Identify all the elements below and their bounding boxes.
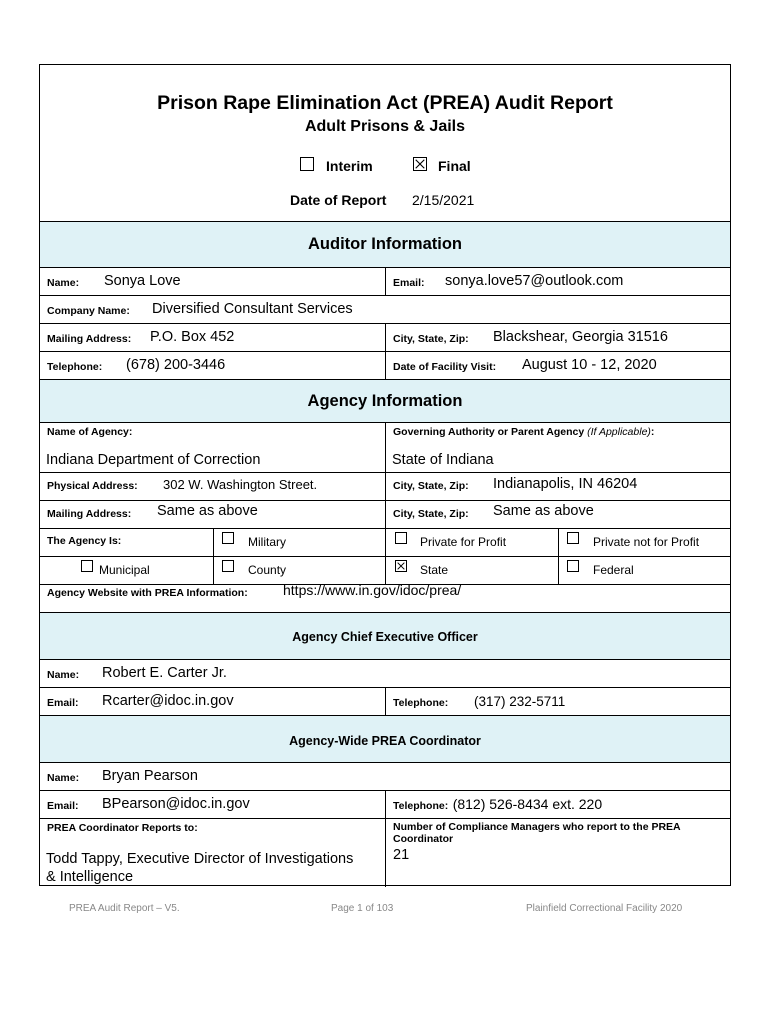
agency-name-label: Name of Agency: [47, 426, 133, 438]
company-name-label: Company Name: [47, 305, 130, 317]
check-x-icon [396, 561, 406, 571]
interim-checkbox[interactable] [300, 157, 314, 171]
agency-name: Indiana Department of Correction [46, 452, 261, 468]
date-of-report-label: Date of Report [290, 192, 387, 208]
ceo-email: Rcarter@idoc.in.gov [102, 693, 234, 709]
coordinator-section-title: Agency-Wide PREA Coordinator [289, 734, 481, 748]
coordinator-email: BPearson@idoc.in.gov [102, 796, 250, 812]
agency-city-state-zip: Indianapolis, IN 46204 [493, 476, 638, 492]
private-not-for-profit-label: Private not for Profit [593, 535, 700, 549]
auditor-section-title: Auditor Information [308, 235, 462, 253]
municipal-checkbox[interactable] [81, 560, 93, 572]
auditor-csz-label: City, State, Zip: [393, 333, 469, 345]
facility-visit-label: Date of Facility Visit: [393, 361, 497, 373]
private-for-profit-label: Private for Profit [420, 535, 507, 549]
auditor-name-label: Name: [47, 277, 80, 289]
federal-checkbox[interactable] [567, 560, 579, 572]
agency-mailing-address: Same as above [157, 503, 258, 519]
auditor-name: Sonya Love [104, 273, 181, 289]
reports-to-label: PREA Coordinator Reports to: [47, 822, 198, 834]
private-for-profit-checkbox[interactable] [395, 532, 407, 544]
reports-to-line-2: & Intelligence [46, 869, 134, 885]
agency-section-title: Agency Information [307, 392, 463, 410]
interim-label: Interim [326, 158, 373, 174]
agency-is-label: The Agency Is: [47, 535, 122, 547]
reports-to-line-1: Todd Tappy, Executive Director of Investigations [46, 851, 354, 867]
coordinator-phone-field [393, 796, 602, 814]
compliance-managers-label-cont: Coordinator [393, 833, 454, 845]
company-name: Diversified Consultant Services [152, 301, 353, 317]
ceo-email-label: Email: [47, 697, 79, 709]
physical-address: 302 W. Washington Street. [163, 477, 318, 492]
check-x-icon [414, 158, 426, 170]
ceo-phone: (317) 232-5711 [474, 694, 566, 709]
coordinator-name: Bryan Pearson [102, 768, 198, 784]
auditor-phone-label: Telephone: [47, 361, 103, 373]
report-subtitle: Adult Prisons & Jails [304, 118, 466, 135]
agency-website[interactable]: https://www.in.gov/idoc/prea/ [283, 582, 462, 598]
ceo-section-title: Agency Chief Executive Officer [292, 630, 478, 644]
footer-facility: Plainfield Correctional Facility 2020 [526, 903, 683, 914]
auditor-mailing-address: P.O. Box 452 [150, 329, 235, 345]
audit-report-form [39, 64, 731, 886]
footer-version: PREA Audit Report – V5. [69, 903, 180, 914]
auditor-city-state-zip: Blackshear, Georgia 31516 [493, 329, 668, 345]
federal-label: Federal [593, 563, 634, 577]
agency-mailing-label: Mailing Address: [47, 508, 132, 520]
facility-visit-date: August 10 - 12, 2020 [522, 357, 657, 373]
agency-mailing-city-state-zip: Same as above [493, 503, 594, 519]
date-of-report-value: 2/15/2021 [412, 192, 475, 208]
ceo-phone-label: Telephone: [393, 697, 449, 709]
coordinator-phone-label: Telephone: [393, 800, 449, 812]
auditor-mailing-label: Mailing Address: [47, 333, 132, 345]
report-title: Prison Rape Elimination Act (PREA) Audit Report [157, 92, 613, 114]
ceo-name-label: Name: [47, 669, 80, 681]
county-label: County [248, 563, 287, 577]
agency-csz-label: City, State, Zip: [393, 480, 469, 492]
auditor-email: sonya.love57@outlook.com [445, 273, 624, 289]
coordinator-name-label: Name: [47, 772, 80, 784]
auditor-email-label: Email: [393, 277, 425, 289]
coordinator-phone: (812) 526-8434 ext. 220 [452, 796, 603, 812]
ceo-name: Robert E. Carter Jr. [102, 665, 227, 681]
compliance-managers-count: 21 [393, 847, 410, 863]
compliance-managers-label: Number of Compliance Managers who report to the PREA [393, 821, 681, 833]
final-checkbox[interactable] [413, 157, 427, 171]
military-checkbox[interactable] [222, 532, 234, 544]
final-label: Final [438, 158, 471, 174]
physical-address-label: Physical Address: [47, 480, 138, 492]
military-label: Military [248, 535, 286, 549]
auditor-phone: (678) 200-3446 [126, 357, 226, 373]
county-checkbox[interactable] [222, 560, 234, 572]
state-label: State [420, 563, 449, 577]
footer-page-number: Page 1 of 103 [331, 903, 394, 914]
governing-authority-label: Governing Authority or Parent Agency (If Applicable): [393, 426, 655, 438]
agency-website-label: Agency Website with PREA Information: [47, 587, 248, 599]
private-not-for-profit-checkbox[interactable] [567, 532, 579, 544]
governing-authority: State of Indiana [392, 452, 494, 468]
municipal-label: Municipal [99, 563, 150, 577]
agency-mailing-csz-label: City, State, Zip: [393, 508, 469, 520]
state-checkbox[interactable] [395, 560, 407, 572]
coordinator-email-label: Email: [47, 800, 79, 812]
